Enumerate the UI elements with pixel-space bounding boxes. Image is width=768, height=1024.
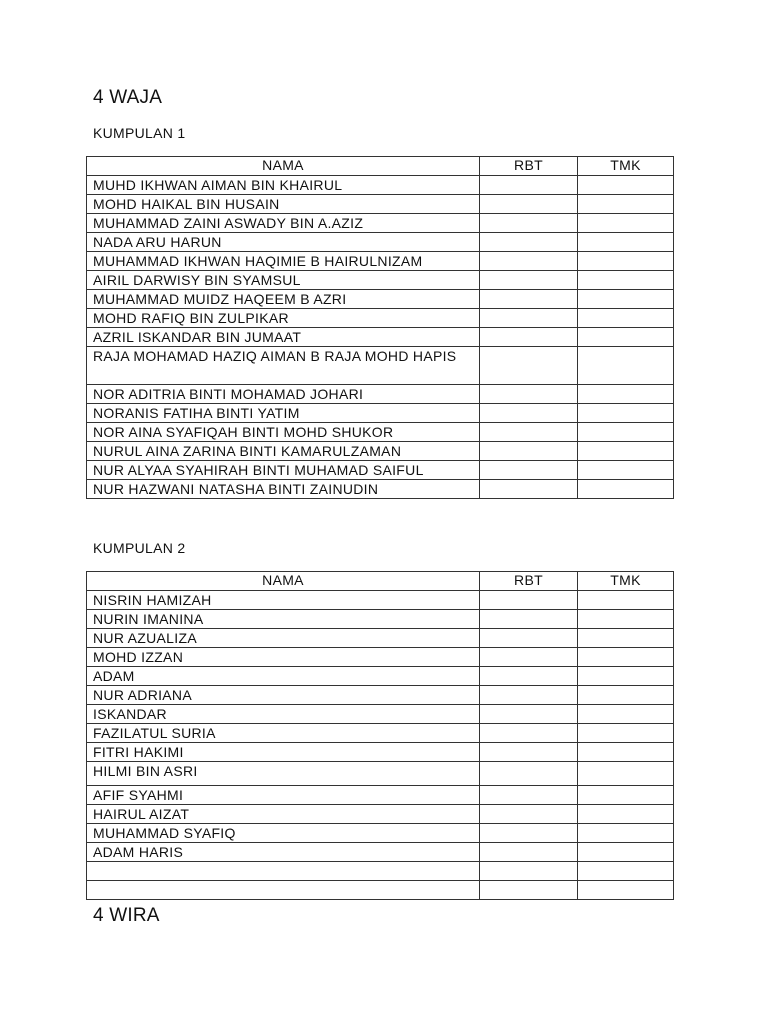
tmk-cell xyxy=(578,480,674,499)
rbt-cell xyxy=(480,591,578,610)
header-rbt: RBT xyxy=(480,572,578,591)
rbt-cell xyxy=(480,214,578,233)
tmk-cell xyxy=(578,347,674,385)
table-row xyxy=(87,686,674,705)
table-row xyxy=(87,347,674,385)
student-name xyxy=(87,862,480,881)
rbt-cell xyxy=(480,629,578,648)
tmk-cell xyxy=(578,648,674,667)
tmk-cell xyxy=(578,610,674,629)
student-name: RAJA MOHAMAD HAZIQ AIMAN B RAJA MOHD HAPIS xyxy=(87,347,480,385)
student-name: NUR ALYAA SYAHIRAH BINTI MUHAMAD SAIFUL xyxy=(87,461,480,480)
tmk-cell xyxy=(578,252,674,271)
table-row xyxy=(87,328,674,347)
rbt-cell xyxy=(480,667,578,686)
rbt-cell xyxy=(480,762,578,786)
student-name: MUHAMMAD SYAFIQ xyxy=(87,824,480,843)
tmk-cell xyxy=(578,805,674,824)
table-row xyxy=(87,290,674,309)
table-row xyxy=(87,881,674,900)
tmk-cell xyxy=(578,881,674,900)
rbt-cell xyxy=(480,404,578,423)
table-row xyxy=(87,385,674,404)
table-header-row xyxy=(87,572,674,591)
table-row xyxy=(87,610,674,629)
rbt-cell xyxy=(480,233,578,252)
table-row xyxy=(87,648,674,667)
tmk-cell xyxy=(578,309,674,328)
student-name: ISKANDAR xyxy=(87,705,480,724)
table-row xyxy=(87,705,674,724)
rbt-cell xyxy=(480,786,578,805)
rbt-cell xyxy=(480,442,578,461)
rbt-cell xyxy=(480,461,578,480)
header-nama: NAMA xyxy=(87,157,480,176)
tmk-cell xyxy=(578,705,674,724)
table-row xyxy=(87,309,674,328)
table-row xyxy=(87,824,674,843)
student-name: NOR AINA SYAFIQAH BINTI MOHD SHUKOR xyxy=(87,423,480,442)
table-row xyxy=(87,862,674,881)
tmk-cell xyxy=(578,385,674,404)
tmk-cell xyxy=(578,176,674,195)
tmk-cell xyxy=(578,629,674,648)
student-name: FITRI HAKIMI xyxy=(87,743,480,762)
rbt-cell xyxy=(480,881,578,900)
table-row xyxy=(87,404,674,423)
tmk-cell xyxy=(578,195,674,214)
rbt-cell xyxy=(480,743,578,762)
header-tmk: TMK xyxy=(578,572,674,591)
student-name: MUHAMMAD MUIDZ HAQEEM B AZRI xyxy=(87,290,480,309)
student-name: MUHD IKHWAN AIMAN BIN KHAIRUL xyxy=(87,176,480,195)
table-row xyxy=(87,195,674,214)
student-name: NURIN IMANINA xyxy=(87,610,480,629)
rbt-cell xyxy=(480,252,578,271)
tmk-cell xyxy=(578,786,674,805)
student-name: ADAM xyxy=(87,667,480,686)
tmk-cell xyxy=(578,686,674,705)
student-name: NUR AZUALIZA xyxy=(87,629,480,648)
rbt-cell xyxy=(480,805,578,824)
student-name: NUR ADRIANA xyxy=(87,686,480,705)
group-title-kumpulan-2: KUMPULAN 2 xyxy=(93,540,186,556)
tmk-cell xyxy=(578,404,674,423)
rbt-cell xyxy=(480,290,578,309)
student-name: NORANIS FATIHA BINTI YATIM xyxy=(87,404,480,423)
student-name: MUHAMMAD IKHWAN HAQIMIE B HAIRULNIZAM xyxy=(87,252,480,271)
table-row xyxy=(87,442,674,461)
student-name: MOHD IZZAN xyxy=(87,648,480,667)
student-name: MOHD RAFIQ BIN ZULPIKAR xyxy=(87,309,480,328)
table-row xyxy=(87,843,674,862)
rbt-cell xyxy=(480,724,578,743)
table-row xyxy=(87,743,674,762)
rbt-cell xyxy=(480,862,578,881)
student-name: NADA ARU HARUN xyxy=(87,233,480,252)
table-row xyxy=(87,805,674,824)
rbt-cell xyxy=(480,824,578,843)
table-row xyxy=(87,762,674,786)
rbt-cell xyxy=(480,195,578,214)
student-name: NOR ADITRIA BINTI MOHAMAD JOHARI xyxy=(87,385,480,404)
tmk-cell xyxy=(578,667,674,686)
table-row xyxy=(87,480,674,499)
table-row xyxy=(87,252,674,271)
table-row xyxy=(87,233,674,252)
group-title-kumpulan-1: KUMPULAN 1 xyxy=(93,125,186,141)
header-nama: NAMA xyxy=(87,572,480,591)
table-row xyxy=(87,629,674,648)
header-rbt: RBT xyxy=(480,157,578,176)
tmk-cell xyxy=(578,328,674,347)
table-header-row xyxy=(87,157,674,176)
student-name: AIRIL DARWISY BIN SYAMSUL xyxy=(87,271,480,290)
roster-table-kumpulan-2 xyxy=(86,571,674,900)
tmk-cell xyxy=(578,724,674,743)
tmk-cell xyxy=(578,824,674,843)
table-row xyxy=(87,461,674,480)
student-name: ADAM HARIS xyxy=(87,843,480,862)
tmk-cell xyxy=(578,233,674,252)
rbt-cell xyxy=(480,423,578,442)
table-row xyxy=(87,214,674,233)
tmk-cell xyxy=(578,271,674,290)
tmk-cell xyxy=(578,214,674,233)
rbt-cell xyxy=(480,271,578,290)
table-row xyxy=(87,176,674,195)
student-name: NISRIN HAMIZAH xyxy=(87,591,480,610)
rbt-cell xyxy=(480,843,578,862)
class-title-4-wira: 4 WIRA xyxy=(93,905,160,926)
tmk-cell xyxy=(578,743,674,762)
rbt-cell xyxy=(480,328,578,347)
student-name: AZRIL ISKANDAR BIN JUMAAT xyxy=(87,328,480,347)
tmk-cell xyxy=(578,423,674,442)
table-row xyxy=(87,786,674,805)
rbt-cell xyxy=(480,686,578,705)
tmk-cell xyxy=(578,461,674,480)
tmk-cell xyxy=(578,862,674,881)
tmk-cell xyxy=(578,442,674,461)
roster-table-kumpulan-1 xyxy=(86,156,674,499)
student-name: FAZILATUL SURIA xyxy=(87,724,480,743)
student-name: MUHAMMAD ZAINI ASWADY BIN A.AZIZ xyxy=(87,214,480,233)
rbt-cell xyxy=(480,705,578,724)
table-row xyxy=(87,423,674,442)
header-tmk: TMK xyxy=(578,157,674,176)
student-name: NUR HAZWANI NATASHA BINTI ZAINUDIN xyxy=(87,480,480,499)
rbt-cell xyxy=(480,480,578,499)
student-name: MOHD HAIKAL BIN HUSAIN xyxy=(87,195,480,214)
rbt-cell xyxy=(480,176,578,195)
class-title-4-waja: 4 WAJA xyxy=(93,87,163,108)
student-name: AFIF SYAHMI xyxy=(87,786,480,805)
student-name: NURUL AINA ZARINA BINTI KAMARULZAMAN xyxy=(87,442,480,461)
tmk-cell xyxy=(578,290,674,309)
table-row xyxy=(87,724,674,743)
rbt-cell xyxy=(480,610,578,629)
table-row xyxy=(87,667,674,686)
table-row xyxy=(87,271,674,290)
rbt-cell xyxy=(480,385,578,404)
tmk-cell xyxy=(578,591,674,610)
tmk-cell xyxy=(578,843,674,862)
student-name xyxy=(87,881,480,900)
student-name: HAIRUL AIZAT xyxy=(87,805,480,824)
student-name: HILMI BIN ASRI xyxy=(87,762,480,786)
rbt-cell xyxy=(480,347,578,385)
table-row xyxy=(87,591,674,610)
tmk-cell xyxy=(578,762,674,786)
rbt-cell xyxy=(480,648,578,667)
rbt-cell xyxy=(480,309,578,328)
